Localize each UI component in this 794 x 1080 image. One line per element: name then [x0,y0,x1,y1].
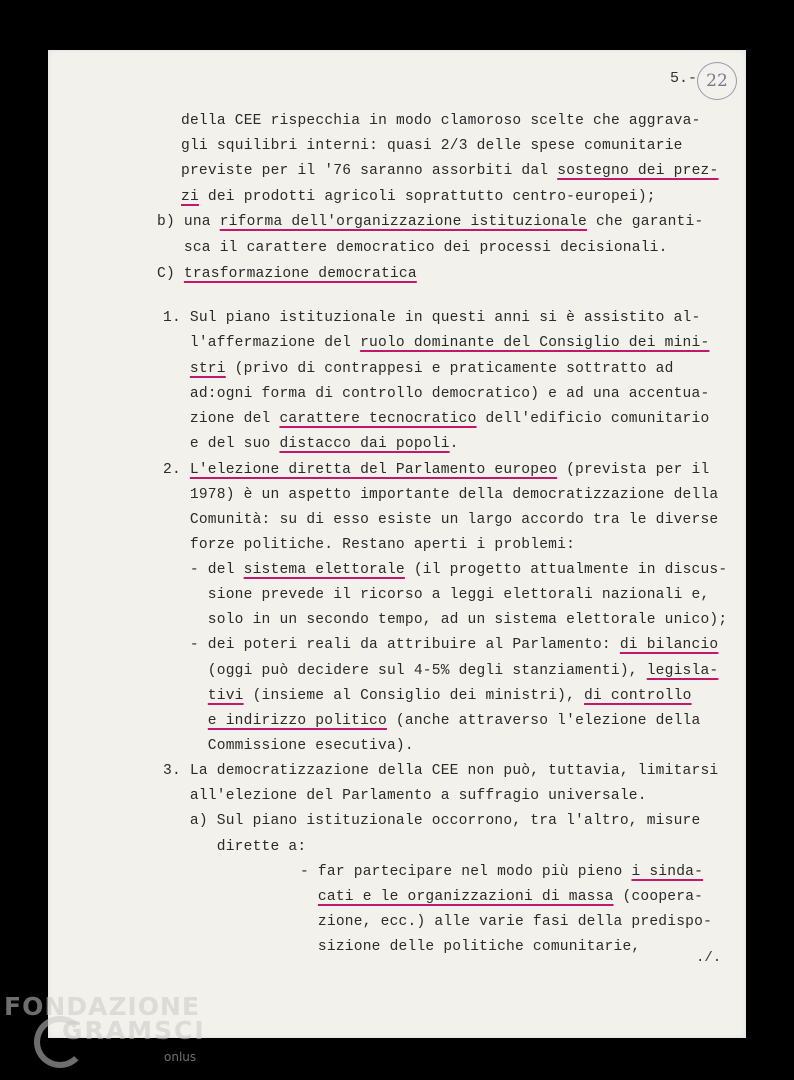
underlined-phrase: trasformazione democratica [183,266,417,282]
text-segment: dei prodotti agricoli soprattutto centro-europei); [198,189,656,205]
text-segment [163,713,208,729]
text-line [163,512,718,528]
continuation-mark: ./. [696,950,722,966]
underlined-phrase: legisla- [646,663,719,679]
text-segment: - dei poteri reali da attribuire al Parlamento: [163,637,620,653]
text-line [163,562,727,578]
text-segment: (coopera- [613,889,704,905]
text-line [163,839,306,855]
text-segment: 1978) è un aspetto importante della democratizzazione della [163,487,719,503]
text-segment: (insieme al Consiglio dei ministri), [243,688,585,704]
text-segment [163,361,190,377]
underlined-phrase: sistema elettorale [243,562,405,578]
text-segment: (prevista per il [557,462,710,478]
underlined-phrase: L'elezione diretta del Parlamento europeo [189,462,558,478]
text-segment: (il progetto attualmente in discus- [404,562,728,578]
archive-stamp: 22 [697,62,737,100]
text-line [163,487,718,503]
underlined-phrase: zi [181,189,199,205]
underlined-phrase: di bilancio [619,637,719,653]
text-segment: 3. La democratizzazione della CEE non può, tuttavia, limitarsi [163,763,719,779]
underlined-phrase: tivi [207,688,244,704]
text-line [300,864,703,880]
logo-line-3: onlus [164,1050,197,1064]
underlined-phrase: sostegno dei prez- [557,163,719,179]
text-segment: Commissione esecutiva). [163,738,414,754]
underlined-phrase: distacco dai popoli [279,436,450,452]
text-segment: sione prevede il ricorso a leggi elettorali nazionali e, [163,587,710,603]
text-segment: Comunità: su di esso esiste un largo accordo tra le diverse [163,512,719,528]
text-segment: - far partecipare nel modo più pieno [300,864,632,880]
underlined-phrase: ruolo dominante del Consiglio dei mini- [360,335,710,351]
text-line [163,436,459,452]
text-segment: (oggi può decidere sul 4-5% degli stanziamenti), [163,663,647,679]
text-line [157,240,668,256]
text-line [181,163,718,179]
text-segment: C) [157,266,184,282]
text-line [157,266,417,282]
text-segment: 2. [163,462,190,478]
text-line [163,462,709,478]
logo-line-2: GRAMSCI [62,1016,206,1045]
text-segment: 1. Sul piano istituzionale in questi anni si è assistito al- [163,310,701,326]
text-segment: gli squilibri interni: quasi 2/3 delle spese comunitarie [181,138,683,154]
text-line [163,713,700,729]
text-segment: sizione delle politiche comunitarie, [300,939,641,955]
text-segment: dell'edificio comunitario [476,411,710,427]
text-segment: sca il carattere democratico dei processi decisionali. [157,240,668,256]
text-line [181,138,683,154]
text-line [300,889,703,905]
text-segment: a) Sul piano istituzionale occorrono, tra l'altro, misure [163,813,701,829]
text-segment: dirette a: [163,839,307,855]
text-line [163,763,718,779]
text-line [163,411,709,427]
text-segment: l'affermazione del [163,335,361,351]
text-line [163,361,674,377]
text-segment: previste per il '76 saranno assorbiti dal [181,163,558,179]
text-segment: della CEE rispecchia in modo clamoroso scelte che aggrava- [181,113,701,129]
underlined-phrase: carattere tecnocratico [279,411,477,427]
text-line [300,914,712,930]
text-line [163,813,700,829]
text-segment: che garanti- [586,214,704,230]
text-line [163,335,709,351]
text-segment: (privo di contrappesi e praticamente sottratto ad [225,361,674,377]
text-line [163,788,647,804]
underlined-phrase: e indirizzo politico [207,713,387,729]
underlined-phrase: di controllo [584,688,692,704]
text-segment: b) una [157,214,220,230]
text-line [163,663,718,679]
underlined-phrase: riforma dell'organizzazione istituzionale [219,214,587,230]
text-segment: forze politiche. Restano aperti i problemi: [163,537,576,553]
text-line [163,537,575,553]
text-segment: all'elezione del Parlamento a suffragio universale. [163,788,647,804]
text-segment: e del suo [163,436,280,452]
page-number: 5.- [670,70,698,87]
text-line [157,214,703,230]
underlined-phrase: i sinda- [631,864,704,880]
text-segment: solo in un secondo tempo, ad un sistema elettorale unico); [163,612,728,628]
text-segment: zione del [163,411,280,427]
text-line [163,310,700,326]
text-segment: - del [163,562,244,578]
text-line [163,386,709,402]
text-segment: ad:ogni forma di controllo democratico) e ad una accentua- [163,386,710,402]
text-line [163,637,718,653]
text-segment: zione, ecc.) alle varie fasi della predispo- [300,914,713,930]
logo-line-1: FONDAZIONE [4,992,201,1021]
text-line [163,587,709,603]
underlined-phrase: cati e le organizzazioni di massa [317,889,614,905]
text-line [300,939,640,955]
underlined-phrase: stri [189,361,226,377]
text-segment [300,889,318,905]
text-line [181,189,656,205]
text-line [181,113,701,129]
text-segment [163,688,208,704]
text-line [163,688,692,704]
text-segment: . [449,436,459,452]
text-segment: (anche attraverso l'elezione della [386,713,701,729]
text-line [163,738,414,754]
text-line [163,612,727,628]
